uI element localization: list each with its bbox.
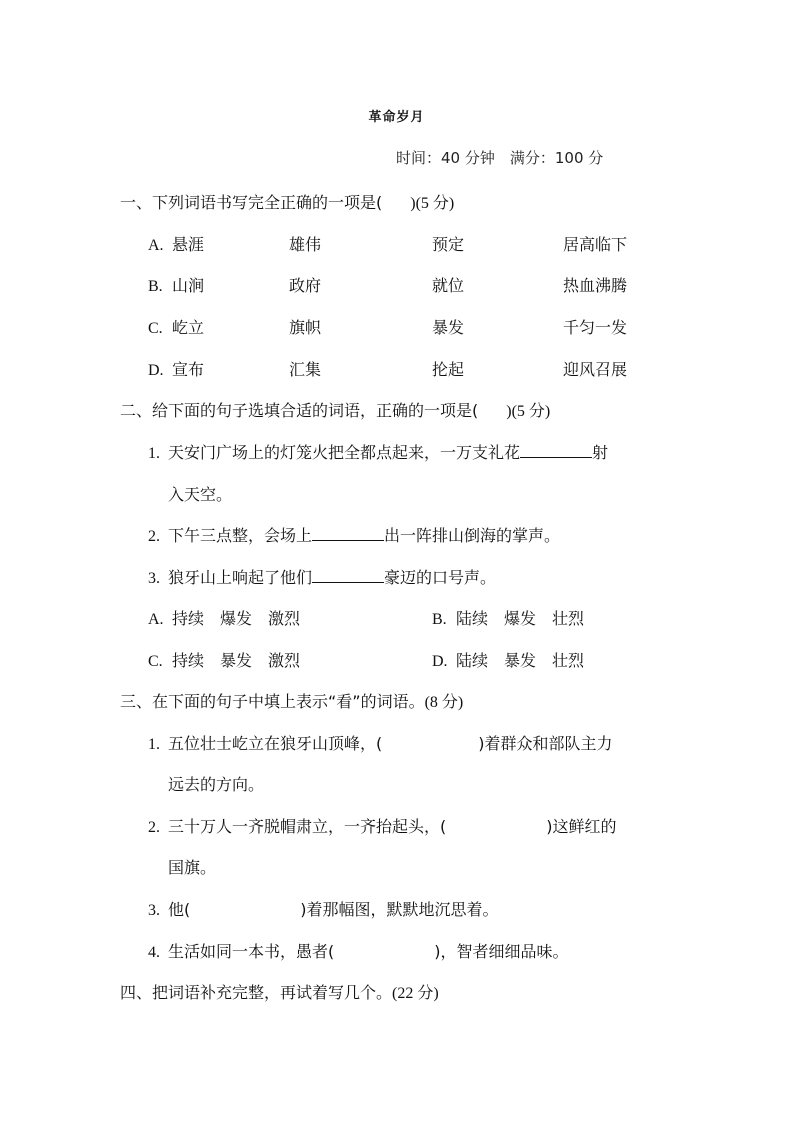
q1-option-b: B. 山涧 (148, 276, 205, 295)
q1-option-a-word-4: 居高临下 (563, 235, 628, 254)
q2-option-a: A. 持续 爆发 激烈 (148, 609, 301, 628)
question-2-score: )(5 分) (506, 403, 551, 420)
q2-option-d: D. 陆续 暴发 壮烈 (432, 651, 585, 670)
q3-item-2: 2. 三十万人一齐脱帽肃立，一齐抬起头，( )这鲜红的 (148, 817, 617, 836)
q1-option-d-word-4: 迎风召展 (563, 360, 628, 379)
answer-blank[interactable] (312, 568, 384, 583)
q1-option-d-word-3: 抡起 (432, 360, 465, 379)
q1-option-d-word-2: 汇集 (289, 360, 322, 379)
question-4-text: 四、把词语补充完整，再试着写几个。 (120, 983, 393, 1002)
exam-meta: 时间：40 分钟 满分：100 分 (396, 149, 604, 167)
q1-option-c-word-4: 千匀一发 (563, 318, 628, 337)
q2-option-c: C. 持续 暴发 激烈 (148, 651, 301, 670)
q3-item-1: 1. 五位壮士屹立在狼牙山顶峰，( )着群众和部队主力 (148, 734, 613, 753)
q2-item-3: 3. 狼牙山上响起了他们 豪迈的口号声。 (148, 568, 497, 587)
q3-item-1-continued: 远去的方向。 (168, 775, 265, 794)
q2-option-b: B. 陆续 爆发 壮烈 (432, 609, 585, 628)
question-4-score: (22 分) (392, 985, 439, 1002)
q1-option-d: D. 宣布 (148, 360, 205, 379)
question-3-text: 三、在下面的句子中填上表示“看”的词语。 (120, 692, 425, 711)
question-2-text: 二、给下面的句子选填合适的词语，正确的一项是( (120, 401, 479, 420)
q2-item-1: 1. 天安门广场上的灯笼火把全都点起来，一万支礼花 射 (148, 443, 609, 462)
document-title: 革命岁月 (368, 110, 425, 125)
q1-option-c: C. 屹立 (148, 318, 205, 337)
q1-option-a-word-2: 雄伟 (289, 235, 322, 254)
q3-item-4: 4. 生活如同一本书，愚者( )，智者细细品味。 (148, 942, 569, 961)
q3-item-2-continued: 国旗。 (168, 858, 217, 877)
q1-option-c-word-2: 旗帜 (289, 318, 322, 337)
q1-option-a: A. 悬涯 (148, 235, 205, 254)
answer-blank[interactable] (520, 443, 592, 458)
question-1-stem (120, 190, 454, 213)
question-2-stem (120, 398, 550, 421)
q1-option-b-word-3: 就位 (432, 276, 465, 295)
answer-blank[interactable] (312, 526, 384, 541)
q1-option-a-word-3: 预定 (432, 235, 465, 254)
q2-item-2: 2. 下午三点整，会场上 出一阵排山倒海的掌声。 (148, 526, 561, 545)
question-1-score: )(5 分) (410, 195, 455, 212)
q1-option-b-word-2: 政府 (289, 276, 322, 295)
q2-item-1-continued: 入天空。 (168, 485, 233, 504)
question-3-stem (120, 689, 463, 712)
question-3-score: (8 分) (424, 694, 464, 711)
q1-option-b-word-4: 热血沸腾 (563, 276, 628, 295)
question-1-text: 一、下列词语书写完全正确的一项是( (120, 193, 383, 212)
q3-item-3: 3. 他( )着那幅图，默默地沉思着。 (148, 900, 499, 919)
q1-option-c-word-3: 暴发 (432, 318, 465, 337)
question-4-stem (120, 980, 439, 1003)
